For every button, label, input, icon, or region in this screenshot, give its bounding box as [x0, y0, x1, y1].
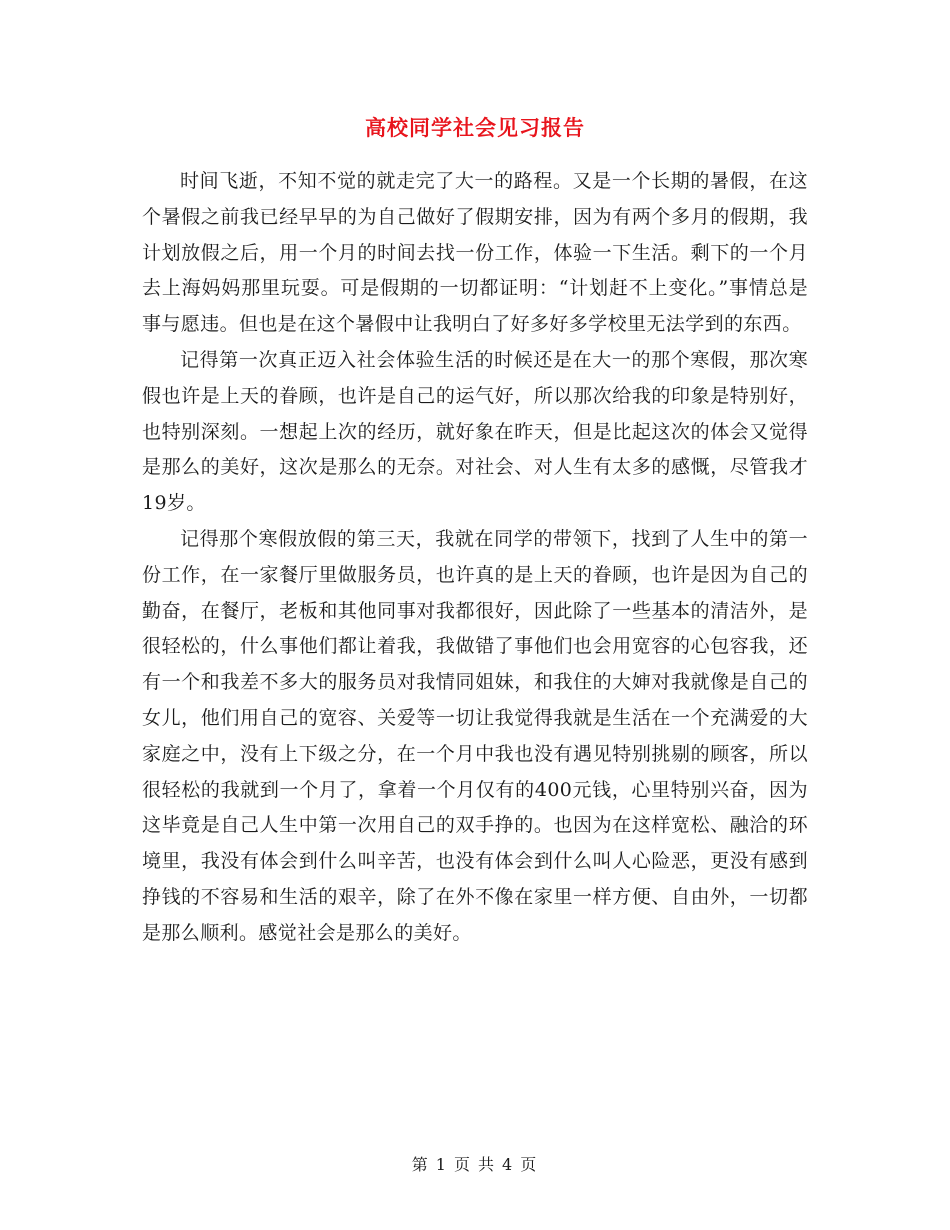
paragraph-3: 记得那个寒假放假的第三天，我就在同学的带领下，找到了人生中的第一份工作，在一家餐厅里做服务员，也许真的是上天的眷顾，也许是因为自己的勤奋，在餐厅，老板和其他同事对我都很好，因此除了一些基本的清洁外，是很轻松的，什么事他们都让着我，我做错了事他们也会用宽容的心包容我，还有一个和我差不多大的服务员对我情同姐妹，和我住的大婶对我就像是自己的女儿，他们用自己的宽容、关爱等一切让我觉得我就是生活在一个充满爱的大家庭之中，没有上下级之分，在一个月中我也没有遇见特别挑剔的顾客，所以很轻松的我就到一个月了，拿着一个月仅有的400元钱，心里特别兴奋，因为这毕竟是自己人生中第一次用自己的双手挣的。也因为在这样宽松、融洽的环境里，我没有体会到什么叫辛苦，也没有体会到什么叫人心险恶，更没有感到挣钱的不容易和生活的艰辛，除了在外不像在家里一样方便、自由外，一切都是那么顺利。感觉社会是那么的美好。 — [142, 527, 808, 944]
document-title: 高校同学社会见习报告 — [365, 115, 585, 140]
document-body — [142, 164, 808, 952]
total-unit: 页 — [520, 1155, 539, 1174]
total-pages: 4 — [502, 1155, 515, 1174]
page-prefix: 第 — [411, 1155, 430, 1174]
page-number: 1 — [435, 1155, 448, 1174]
page-unit: 页 — [453, 1155, 472, 1174]
paragraph-1: 时间飞逝，不知不觉的就走完了大一的路程。又是一个长期的暑假，在这个暑假之前我已经早早的为自己做好了假期安排，因为有两个多月的假期，我计划放假之后，用一个月的时间去找一份工作，体验一下生活。剩下的一个月去上海妈妈那里玩耍。可是假期的一切都证明：“计划赶不上变化。”事情总是事与愿违。但也是在这个暑假中让我明白了好多好多学校里无法学到的东西。 — [142, 170, 808, 336]
paragraph-2: 记得第一次真正迈入社会体验生活的时候还是在大一的那个寒假，那次寒假也许是上天的眷顾，也许是自己的运气好，所以那次给我的印象是特别好，也特别深刻。一想起上次的经历，就好象在昨天，但是比起这次的体会又觉得是那么的美好，这次是那么的无奈。对社会、对人生有太多的感慨，尽管我才19岁。 — [142, 348, 808, 515]
page-footer — [0, 1152, 950, 1175]
total-prefix: 共 — [478, 1155, 497, 1174]
